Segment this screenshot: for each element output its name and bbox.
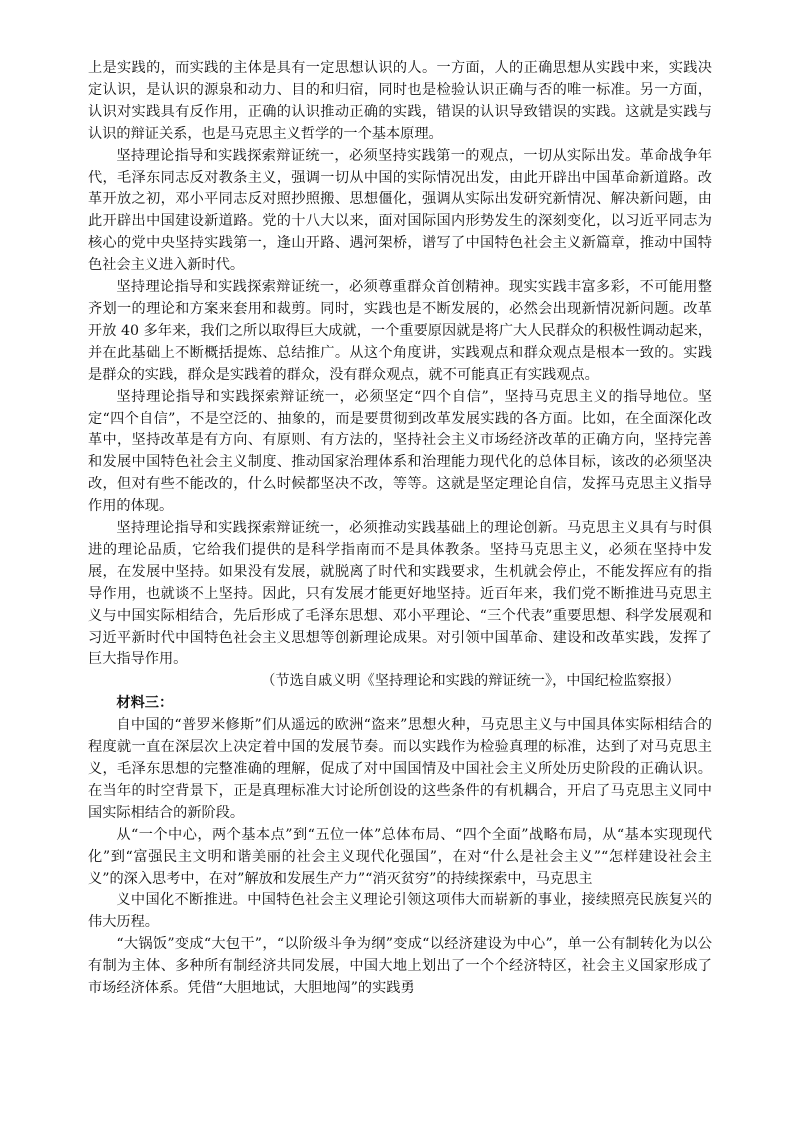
document-page [88, 58, 712, 1000]
material-3-heading: 材料三： [116, 695, 174, 712]
paragraph-8: 义中国化不断推进。中国特色社会主义理论引领这项伟大而崭新的事业，接续照亮民族复兴的伟大历程。 [88, 892, 712, 931]
paragraph-1: 上是实践的，而实践的主体是具有一定思想认识的人。一方面，人的正确思想从实践中来，实践决定认识，是认识的源泉和动力、目的和归宿，同时也是检验认识正确与否的唯一标准。另一方面，认识对实践具有反作用，正确的认识推动正确的实践，错误的认识导致错误的实践。这就是实践与认识的辩证关系，也是马克思主义哲学的一个基本原理。 [88, 60, 712, 142]
paragraph-7: 从“一个中心，两个基本点”到“五位一体”总体布局、“四个全面”战略布局，从“基本实现现代化”到“富强民主文明和谐美丽的社会主义现代化强国”，在对“什么是社会主义”“怎样建设社会主义”的深入思考中，在对”解放和发展生产力”“消灭贫穷”的持续探索中，马克思主 [88, 826, 712, 887]
paragraph-6: 自中国的“普罗米修斯”们从遥远的欧洲“盗来”思想火种，马克思主义与中国具体实际相结合的程度就一直在深层次上决定着中国的发展节奏。而以实践作为检验真理的标准，达到了对马克思主义，毛泽东思想的完整准确的理解，促成了对中国国情及中国社会主义所处历史阶段的正确认识。在当年的时空背景下，正是真理标准大讨论所创设的这些条件的有机耦合，开启了马克思主义同中国实际相结合的新阶段。 [88, 717, 712, 821]
paragraph-4: 坚持理论指导和实践探索辩证统一，必须坚定“四个自信”，坚持马克思主义的指导地位。坚定“四个自信”，不是空泛的、抽象的，而是要贯彻到改革发展实践的各方面。比如，在全面深化改革中，坚持改革是有方向、有原则、有方法的，坚持社会主义市场经济改革的正确方向，坚持完善和发展中国特色社会主义制度、推动国家治理体系和治理能力现代化的总体目标，该改的必须坚决改，但对有些不能改的，什么时候都坚决不改，等等。这就是坚定理论自信，发挥马克思主义指导作用的体现。 [88, 388, 712, 515]
source-citation: （节选自戚义明《坚持理论和实践的辩证统一》，中国纪检监察报） [261, 673, 680, 690]
paragraph-2: 坚持理论指导和实践探索辩证统一，必须坚持实践第一的观点，一切从实际出发。革命战争年代，毛泽东同志反对教条主义，强调一切从中国的实际情况出发，由此开辟出中国革命新道路。改革开放之初，邓小平同志反对照抄照搬、思想僵化，强调从实际出发研究新情况、解决新问题，由此开辟出中国建设新道路。党的十八大以来，面对国际国内形势发生的深刻变化，以习近平同志为核心的党中央坚持实践第一，逢山开路、遇河架桥，谱写了中国特色社会主义新篇章，推动中国特色社会主义进入新时代。 [88, 147, 712, 274]
paragraph-5: 坚持理论指导和实践探索辩证统一，必须推动实践基础上的理论创新。马克思主义具有与时俱进的理论品质，它给我们提供的是科学指南而不是具体教条。坚持马克思主义，必须在坚持中发展，在发展中坚持。如果没有发展，就脱离了时代和实践要求，生机就会停止，不能发挥应有的指导作用，也就谈不上坚持。因此，只有发展才能更好地坚持。近百年来，我们党不断推进马克思主义与中国实际相结合，先后形成了毛泽东思想、邓小平理论、“三个代表”重要思想、科学发展观和习近平新时代中国特色社会主义思想等创新理论成果。对引领中国革命、建设和改革实践，发挥了巨大指导作用。 [88, 520, 712, 668]
paragraph-3: 坚持理论指导和实践探索辩证统一，必须尊重群众首创精神。现实实践丰富多彩，不可能用整齐划一的理论和方案来套用和裁剪。同时，实践也是不断发展的，必然会出现新情况新问题。改革开放 40 多年来，我们之所以取得巨大成就，一个重要原因就是将广大人民群众的积极性调动起来，并在此基础上不断概括提炼、总结推广。从这个角度讲，实践观点和群众观点是根本一致的。实践是群众的实践，群众是实践着的群众，没有群众观点，就不可能真正有实践观点。 [88, 279, 712, 383]
paragraph-9: “大锅饭”变成“大包干”，“以阶级斗争为纲”变成“以经济建设为中心”，单一公有制转化为以公有制为主体、多种所有制经济共同发展，中国大地上划出了一个个经济特区，社会主义国家形成了市场经济体系。凭借“大胆地试，大胆地闯”的实践勇 [88, 936, 712, 997]
